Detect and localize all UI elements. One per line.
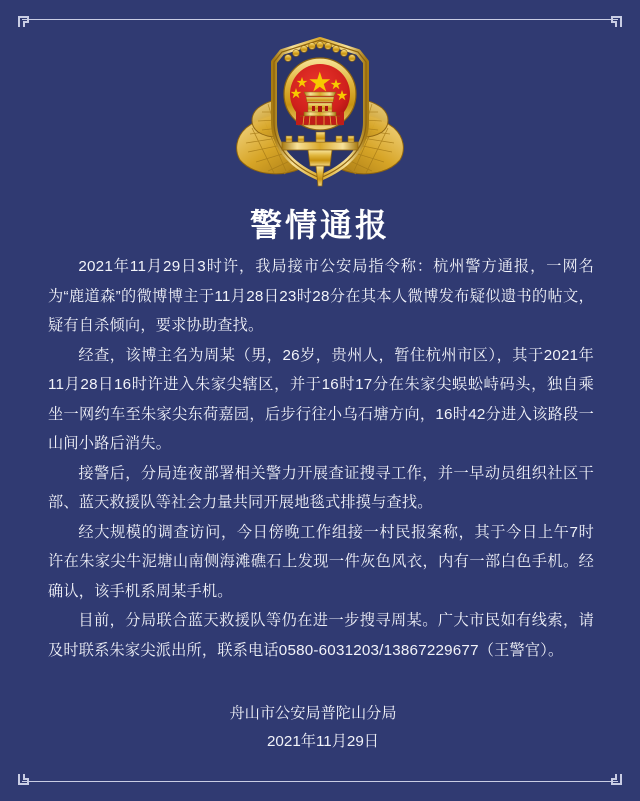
signature-block	[0, 700, 640, 756]
paragraph-5: 目前，分局联合蓝天救援队等仍在进一步搜寻周某。广大市民如有线索，请及时联系朱家尖派出所，联系电话0580-6031203/13867229677（王警官）。	[48, 612, 594, 659]
paragraph-4: 经大规模的调查访问，今日傍晚工作组接一村民报案称，其于今日上午7时许在朱家尖牛泥塘山南侧海滩礁石上发现一件灰色风衣，内有一部白色手机。经确认，该手机系周某手机。	[48, 523, 594, 600]
chinese-police-badge-icon	[230, 26, 410, 191]
paragraph-1: 2021年11月29日3时许，我局接市公安局指令称：杭州警方通报，一网名为“鹿道森”的微博博主于11月28日23时28分在其本人微博发布疑似遗书的帖文，疑有自杀倾向，要求协助查找。	[48, 258, 594, 334]
signature-organization: 舟山市公安局普陀山分局	[229, 705, 397, 722]
corner-ornament-bottom-right	[606, 769, 622, 785]
badge-stem	[316, 166, 324, 186]
tiananmen-gate	[304, 92, 336, 116]
corner-ornament-bottom-left	[18, 769, 34, 785]
top-frame-line	[22, 19, 618, 20]
paragraph-3: 接警后，分局连夜部署相关警力开展查证搜寻工作，并一早动员组织社区干部、蓝天救援队等社会力量共同开展地毯式排摸与查找。	[48, 464, 594, 511]
bottom-frame-line	[22, 781, 618, 782]
page-title: 警情通报	[249, 207, 390, 243]
notice-body	[48, 252, 594, 665]
signature-date: 2021年11月29日	[266, 733, 379, 750]
emblem-container	[0, 26, 640, 191]
paragraph-2: 经查，该博主名为周某（男，26岁，贵州人，暂住杭州市区），其于2021年11月28日16时许进入朱家尖辖区，并于16时17分在朱家尖蜈蚣峙码头，独自乘坐一网约车至朱家尖东荷嘉园，后步行往小乌石塘方向，16时42分进入该路段一山间小路后消失。	[48, 346, 594, 452]
